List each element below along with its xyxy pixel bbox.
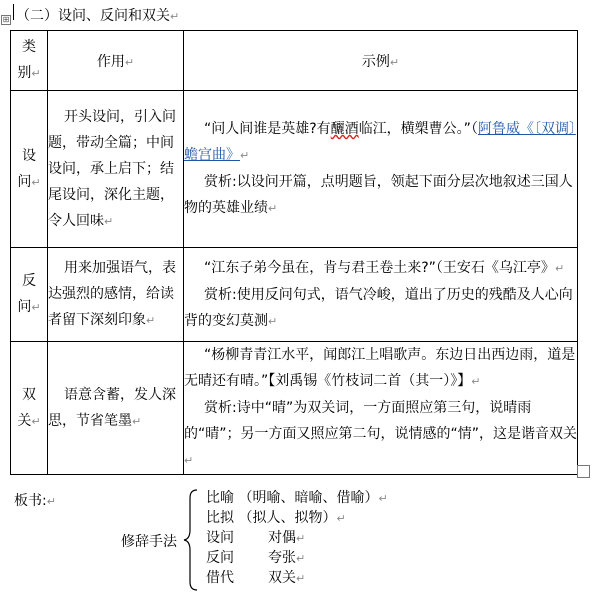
example-analysis: 赏析:以设问开篇，点明题旨，领起下面分层次地叙述三国人物的英雄业绩↵ bbox=[184, 174, 573, 216]
board-label: 板书:↵ bbox=[14, 493, 56, 509]
type-cell: 双 关↵ bbox=[11, 342, 48, 475]
example-quote: “江东子弟今虽在，肯与君王卷土来?”（王安石《乌江亭》↵ bbox=[204, 259, 565, 276]
rhetoric-item: 借代 双关↵ bbox=[206, 570, 306, 586]
source-link[interactable]: 阿鲁威《〔双调〕蟾宫曲》 bbox=[184, 121, 576, 163]
function-cell: 开头设问，引入问 题，带动全篇；中间 设问，承上启下；结 尾设问，深化主题， 令人回味↵ bbox=[48, 91, 184, 248]
table-row-fanwen bbox=[11, 248, 578, 342]
rhetoric-item: 比喻 （明喻、暗喻、借喻）↵ bbox=[206, 490, 388, 506]
example-analysis: 赏析:使用反问句式，语气冷峻，道出了历史的残酷及人心向背的变幻莫测↵ bbox=[184, 286, 573, 329]
table-move-handle[interactable]: ⊞ bbox=[2, 15, 10, 24]
header-example-label: 示例 bbox=[361, 53, 390, 70]
example-quote: “问人间谁是英雄?有釃酒临江，横槊曹公。”（阿鲁威《〔双调〕蟾宫曲》↵ bbox=[184, 121, 576, 163]
rhetoric-item: 设问 对偶↵ bbox=[206, 530, 306, 546]
table-resize-handle[interactable] bbox=[577, 465, 590, 478]
example-cell bbox=[184, 91, 578, 248]
table-header-row bbox=[11, 31, 578, 91]
rhetoric-table bbox=[10, 30, 578, 475]
function-cell: 用来加强语气，表 达强烈的感情，给读 者留下深刻印象↵ bbox=[48, 248, 184, 342]
example-quote: “杨柳青青江水平，闻郎江上唱歌声。东边日出西边雨，道是无晴还有晴。”【刘禹锡《竹枝词二首（其一）》】↵ bbox=[184, 347, 576, 389]
rhetoric-item: 比拟 （拟人、拟物）↵ bbox=[206, 510, 346, 526]
header-function-label: 作用 bbox=[96, 53, 125, 70]
header-type-line2: 别 bbox=[17, 65, 32, 81]
rhetoric-item: 反问 夸张↵ bbox=[206, 550, 306, 566]
example-analysis: 赏析:诗中“晴”为双关词，一方面照应第三句，说晴雨的“晴”；另一方面又照应第二句，说情感的“情”，这是谐音双关↵ bbox=[184, 400, 578, 467]
header-example-cell: 示例↵ bbox=[184, 31, 578, 91]
curly-brace-icon bbox=[183, 488, 199, 592]
paragraph-mark: ↵ bbox=[170, 10, 180, 23]
rhetoric-list bbox=[206, 488, 388, 588]
rhetoric-center-label: 修辞手法 bbox=[121, 534, 177, 550]
table-row-shuangguan bbox=[11, 342, 578, 475]
spelling-flag: 釃酒 bbox=[330, 121, 359, 137]
header-function-cell: 作用↵ bbox=[48, 31, 184, 91]
function-cell: 语意含蓄，发人深 思，节省笔墨↵ bbox=[48, 342, 184, 475]
header-type-line1: 类 bbox=[22, 39, 36, 55]
example-cell bbox=[184, 248, 578, 342]
example-cell bbox=[184, 342, 578, 475]
header-type-cell: 类 别↵ bbox=[11, 31, 48, 91]
table-row-shewen bbox=[11, 91, 578, 248]
type-cell: 反 问↵ bbox=[11, 248, 48, 342]
text-cursor bbox=[13, 4, 14, 20]
section-title bbox=[16, 5, 179, 25]
type-cell: 设 问↵ bbox=[11, 91, 48, 248]
section-title-text: （二）设问、反问和双关 bbox=[16, 8, 170, 24]
